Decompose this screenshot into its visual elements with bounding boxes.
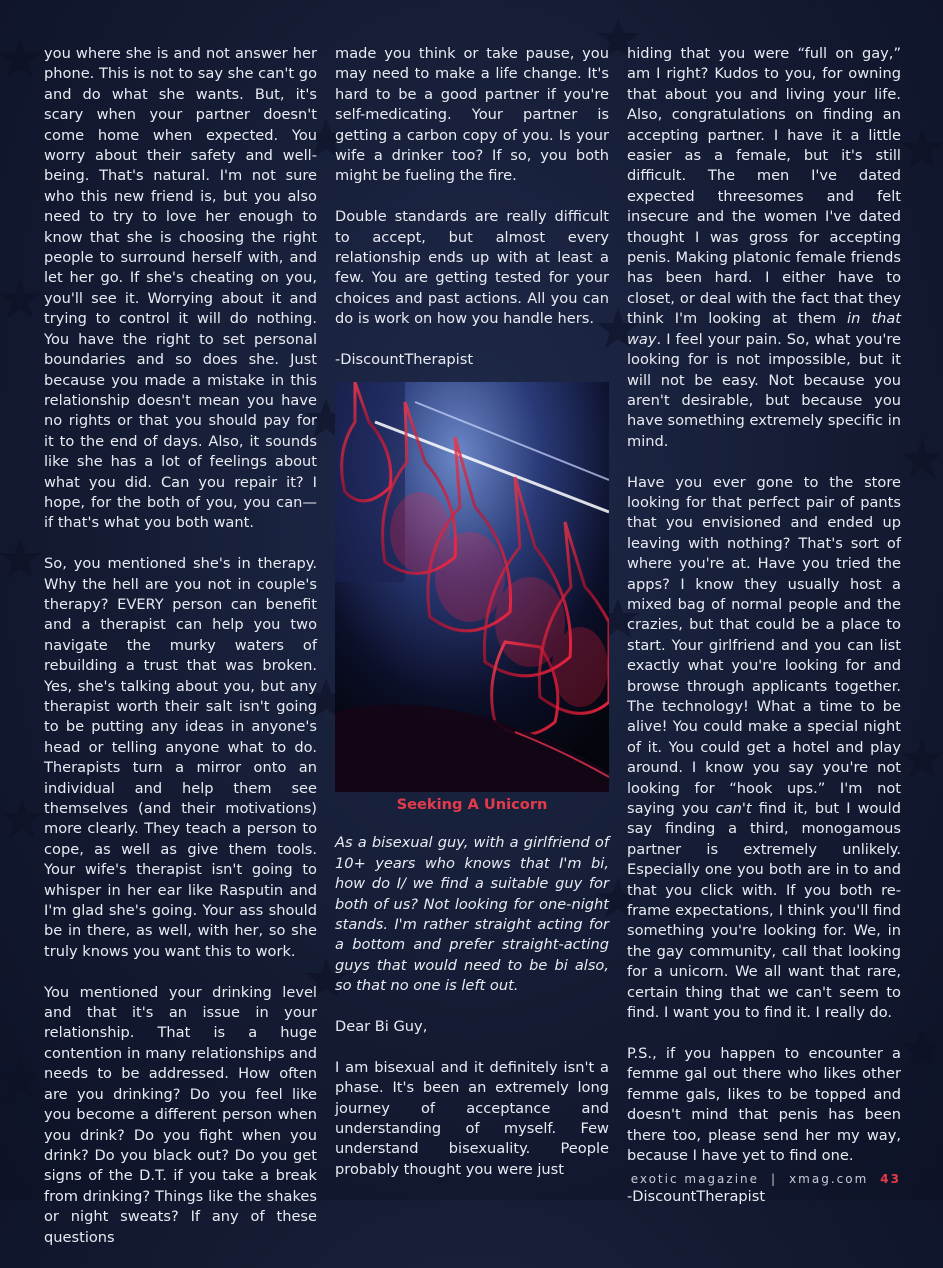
signature: -DiscountTherapist [627, 1187, 766, 1205]
article-column-1 [44, 44, 317, 1268]
page-number: 43 [880, 1172, 901, 1186]
paragraph: made you think or take pause, you may need to make a life change. It's hard to be a good partner if you're self-medicating. Your partner is getting a carbon copy of you. Is your wife a drinker too? If so, you both might be fueling the fire. [335, 45, 609, 185]
wine-glasses-photo [335, 382, 609, 792]
article-column-2 [335, 44, 609, 391]
signature: -DiscountTherapist [335, 351, 474, 369]
reader-question: As a bisexual guy, with a girlfriend of 10+ years who knows that I'm bi, how do I/ we find a suitable guy for both of us? Not looking for one-night stands. I'm rather straight acting for a bottom and prefer straight-acting guys that would need to be bi also, so that no one is left out. [335, 834, 609, 995]
emphasis: in that way [627, 310, 901, 348]
paragraph: you where she is and not answer her phone. This is not to say she can't go and do what she wants. But, it's scary when your partner doesn't come home when expected. You worry about their safety and well-being. That's natural. I'm not sure who this new friend is, but you also need to try to love her enough to know that she is choosing the right people to surround herself with, and let her go. If she's cheating on you, you'll see it. Worrying about it and trying to control it will do nothing. You have the right to set personal boundaries and so does she. Just because you made a mistake in this relationship doesn't mean you have no rights or that you should pay for it to the end of days. Also, it sounds like she has a lot of feelings about what you did. Can you repair it? I hope, for the both of you, you can—if that's what you both want. [44, 45, 317, 532]
article-column-2-bottom [335, 795, 609, 1201]
website-link[interactable]: xmag.com [789, 1172, 869, 1186]
page-footer [631, 1172, 901, 1186]
footer-separator: | [771, 1172, 778, 1186]
article-column-3 [627, 44, 901, 1228]
paragraph: P.S., if you happen to encounter a femme gal out there who likes other femme gals, likes to be topped and doesn't mind that penis has been there too, please send her my way, because I have yet to find one. [627, 1044, 901, 1164]
paragraph: You mentioned your drinking level and that it's an issue in your relationship. That is a huge contention in many relationships and needs to be addressed. How often are you drinking? Do you feel like you become a different person when you drink? Do you fight when you drink? Do you black out? Do you get signs of the D.T. if you take a break from drinking? Things like the shakes or night sweats? If any of these questions [44, 983, 317, 1246]
paragraph: hiding that you were “full on gay,” am I right? Kudos to you, for owning that about you and living your life. Also, congratulations on finding an accepting partner. I have it a little easier as a female, but it's still difficult. The men I've dated expected threesomes and felt insecure and the women I've dated thought I was gross for accepting penis. Making platonic female friends has been hard. I either have to closet, or deal with the fact that they think I'm looking at them in that way. I feel your pain. So, what you're looking for is not impossible, but it will not be easy. Not because you aren't desirable, but because you have something extremely specific in mind. [627, 45, 901, 450]
salutation: Dear Bi Guy, [335, 1018, 428, 1036]
magazine-name: exotic magazine [630, 1172, 760, 1186]
emphasis: can't [715, 800, 752, 818]
paragraph: So, you mentioned she's in therapy. Why the hell are you not in couple's therapy? EVERY person can benefit and a therapist can help you two navigate the murky waters of rebuilding a trust that was broken. Yes, she's talking about you, but any therapist worth their salt isn't going to be putting any ideas in anyone's head or telling anyone what to do. Therapists turn a mirror onto an individual and help them see themselves (and their motivations) more clearly. They teach a person to cope, as well as give them tools. Your wife's therapist isn't going to whisper in her ear like Rasputin and I'm glad she's going. Your ass should be in there, as well, with her, so she truly knows you want this to work. [44, 555, 317, 960]
paragraph: Have you ever gone to the store looking for that perfect pair of pants that you envisioned and ended up leaving with nothing? That's sort of where you're at. Have you tried the apps? I know they usually host a mixed bag of normal people and the crazies, but that could be a place to start. Your girlfriend and you can list exactly what you're looking for and browse through applicants together. The technology! What a time to be alive! You could make a special night of it. You could get a hotel and play around. I know you say you're not looking for “hook ups.” I'm not saying you can't find it, but I would say finding a third, monogamous partner is extremely unlikely. Especially one you both are in to and that you click with. If you both re-frame expectations, I think you'll find something you're looking for. We, in the gay community, call that looking for a unicorn. We all want that rare, certain thing that we can't seem to find. I want you to find it. I really do. [627, 473, 902, 1022]
paragraph: Double standards are really difficult to accept, but almost every relationship ends up with at least a few. You are getting tested for your choices and past actions. All you can do is work on how you handle hers. [335, 208, 609, 328]
section-heading: Seeking A Unicorn [396, 796, 548, 813]
paragraph: I am bisexual and it definitely isn't a phase. It's been an extremely long journey of acceptance and understanding of myself. Few understand bisexuality. People probably thought you were just [335, 1058, 609, 1178]
